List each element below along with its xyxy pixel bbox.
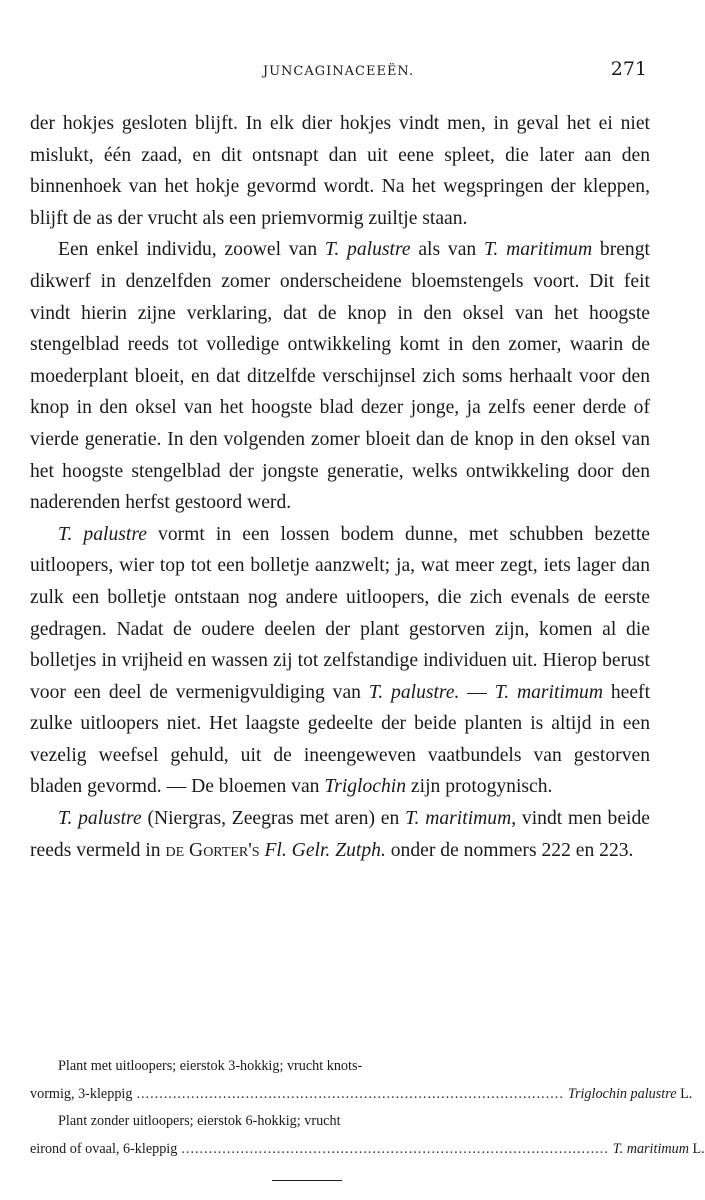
key-result: [613, 1136, 705, 1164]
species-name: T. maritimum: [494, 681, 603, 703]
running-head: [30, 58, 647, 84]
paragraph-2: [30, 234, 650, 518]
key-entry-line: Plant zonder uitloopers; eierstok 6-hokkig; vrucht: [58, 1113, 341, 1129]
paragraph-4-text: onder de nommers 222 en 223.: [385, 839, 634, 861]
key-entry: [30, 1108, 705, 1163]
species-name: T. palustre.: [368, 681, 460, 703]
key-entry-text: vormig, 3-kleppig: [30, 1085, 133, 1102]
paragraph-3-text: zijn protogynisch.: [406, 776, 553, 798]
species-name: T. palustre: [324, 239, 411, 261]
paragraph-2-text: brengt dikwerf in denzelfden zomer onderscheidene bloemstengels voort. Dit feit vindt hierin zijne verklaring, dat de knop in den oksel van het hoogste stengelblad reeds tot volledige ontwikkeling komt in den zomer, waarin de moederplant bloeit, en dat ditzelfde verschijnsel zich soms herhaalt voor den knop in den oksel van het hoogste blad dezer jonge, ja zelfs eener derde of vierde generatie. In den volgenden zomer bloeit dan de knop in den oksel van het hoogste stengelblad der jongste generatie, welks ontwikkeling door den naderenden herfst gestoord werd.: [30, 239, 650, 514]
page-number: 271: [610, 58, 647, 80]
paragraph-4: [30, 803, 650, 866]
paragraph-3-text: heeft zulke uitloopers niet. Het laagste gedeelte der beide planten is altijd in een vezelig weefsel gehuld, uit de ineengeweven vaatbundels van gestorven bladen gevormd. — De bloemen van: [30, 681, 651, 798]
key-entry: [30, 1053, 693, 1108]
paragraph-3: [30, 519, 650, 803]
key-result: [568, 1081, 692, 1109]
key-entry-line: Plant met uitloopers; eierstok 3-hokkig; vrucht knots-: [58, 1058, 363, 1074]
paragraph-3-text: vormt in een lossen bodem dunne, met schubben bezette uitloopers, wier top tot een bolletje aanzwelt; ja, wat meer zegt, iets lager dan zulk een bolletje ontstaan nog andere uitloopers, die zich evenals de eerste gedragen. Nadat de oudere deelen der plant gestorven zijn, komen al die bolletjes in vrijheid en wassen zij tot zelfstandige individuen uit. Hierop berust voor een deel de vermenigvuldiging van: [30, 523, 650, 703]
key-entry-line: [30, 1081, 693, 1109]
key-result-author: L.: [680, 1085, 693, 1102]
key-entry-line: [30, 1136, 705, 1164]
paragraph-3-text: —: [459, 681, 495, 703]
paragraph-2-text: als van: [410, 239, 484, 261]
paragraph-1: [30, 108, 650, 234]
species-name: T. palustre: [58, 523, 147, 545]
running-title: JUNCAGINACEEËN.: [262, 64, 415, 79]
key-result-name: Triglochin palustre: [567, 1085, 677, 1102]
body-text: [30, 108, 650, 866]
identification-key: [30, 1053, 705, 1163]
closing-rule: [272, 1180, 342, 1181]
author-reference: de Gorter's: [165, 839, 260, 861]
key-entry-text: eirond of ovaal, 6-kleppig: [30, 1140, 178, 1157]
genus-name: Triglochin: [324, 776, 407, 798]
species-name: T. maritimum: [483, 239, 593, 261]
dot-leader: ..............................................................................................: [136, 1085, 564, 1102]
key-result-name: T. maritimum: [612, 1140, 689, 1157]
key-result-author: L.: [692, 1140, 705, 1157]
paragraph-4-text: , vindt men beide reeds vermeld in: [30, 808, 650, 861]
dot-leader: ..............................................................................................: [181, 1140, 609, 1157]
paragraph-2-text: Een enkel individu, zoowel van: [58, 239, 325, 261]
work-title: Fl. Gelr. Zutph.: [264, 839, 386, 861]
species-name: T. palustre: [58, 808, 142, 830]
species-name: T. maritimum: [405, 808, 512, 830]
paragraph-1-text: der hokjes gesloten blijft. In elk dier hokjes vindt men, in geval het ei niet mislukt, één zaad, en dit ontsnapt dan uit eene spleet, die later aan den binnenhoek van het hokje gevormd wordt. Na het wegspringen der kleppen, blijft de as der vrucht als een priemvormig zuiltje staan.: [30, 113, 650, 229]
paragraph-4-text: (Niergras, Zeegras met aren) en: [141, 808, 406, 830]
